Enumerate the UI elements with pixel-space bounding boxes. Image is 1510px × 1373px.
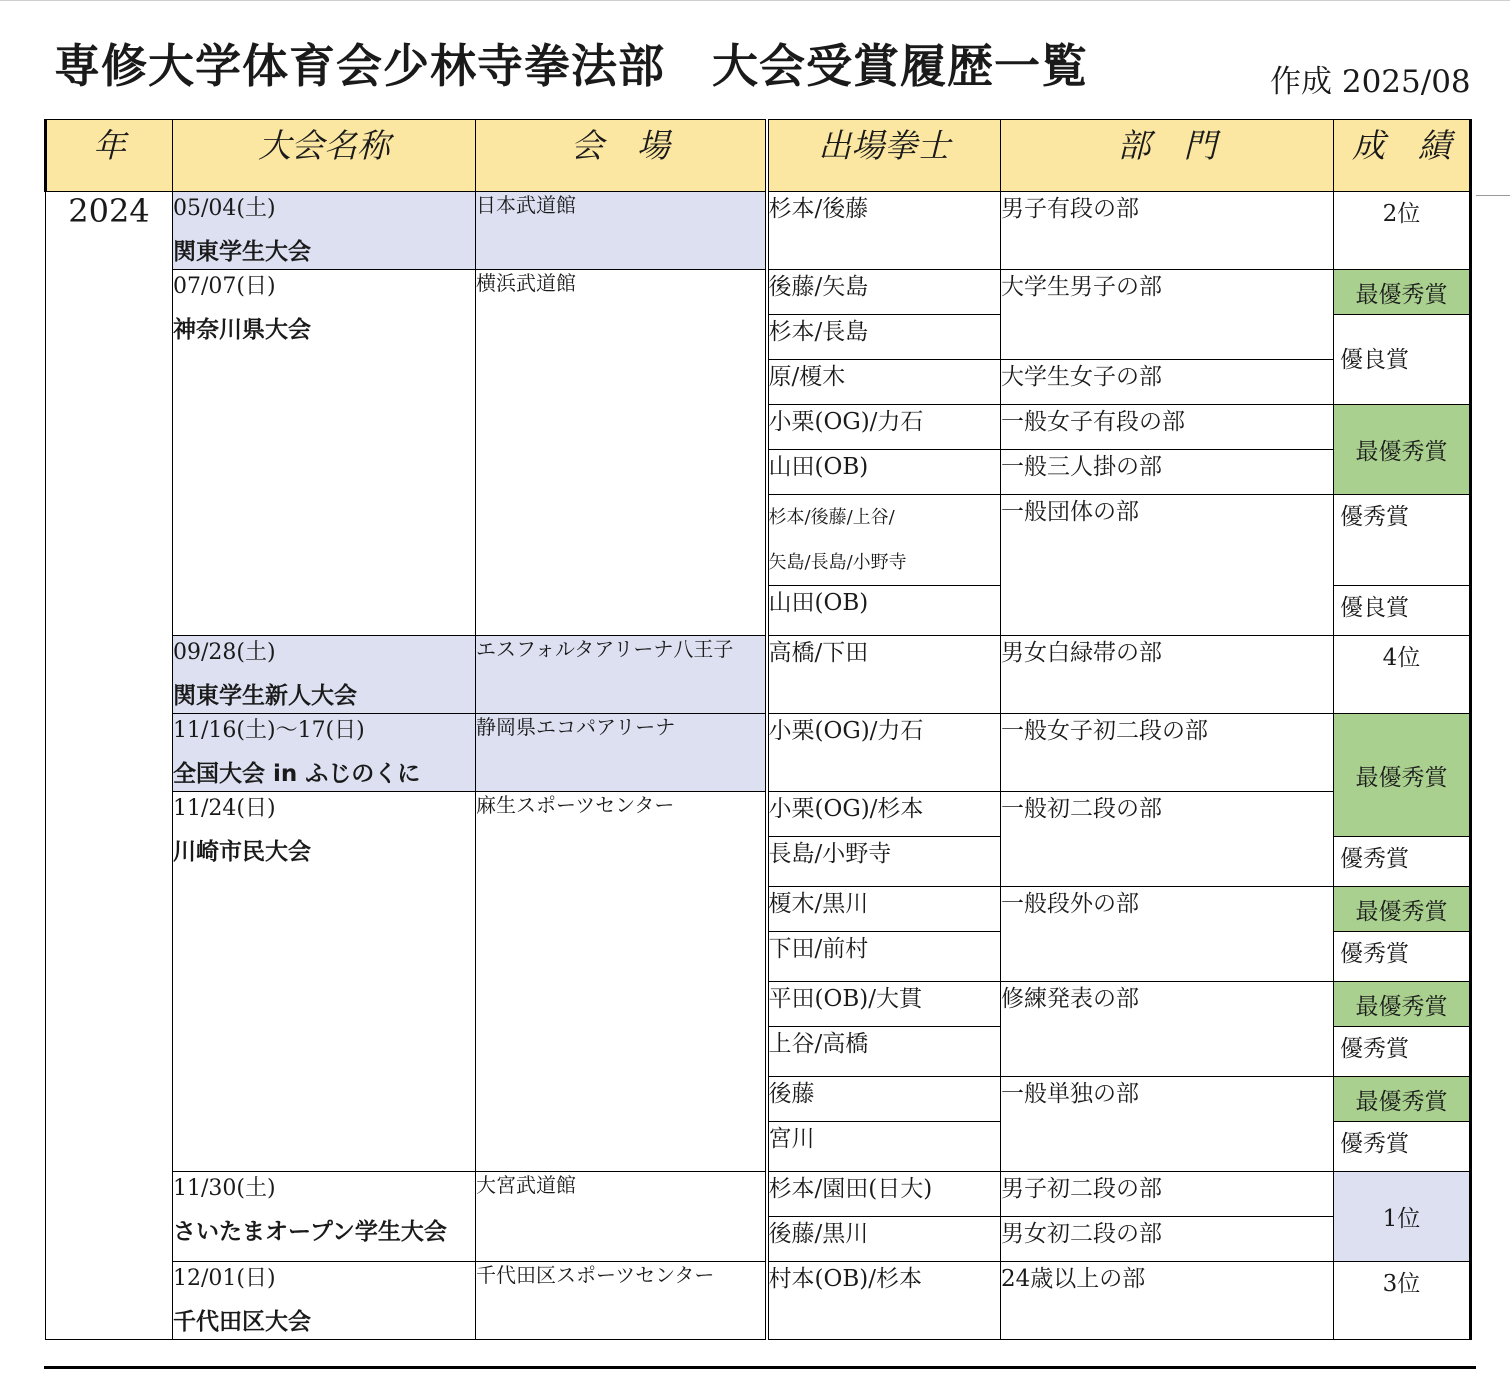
venue-cell: 日本武道館 [476,192,767,270]
player-cell: 榎木/黒川 [767,887,1001,932]
event-name: 川崎市民大会 [173,839,311,865]
player-cell: 宮川 [767,1122,1001,1172]
result-cell: 3位 [1334,1262,1471,1340]
event-cell [173,1262,476,1340]
division-cell: 一般初二段の部 [1001,792,1334,887]
header-result: 成 績 [1334,120,1471,192]
division-cell: 男子初二段の部 [1001,1172,1334,1217]
event-date: 07/07(日) [173,274,276,299]
event-cell [173,270,476,636]
event-name: 関東学生新人大会 [173,683,357,709]
player-cell: 原/榎木 [767,360,1001,405]
result-cell: 優秀賞 [1334,932,1471,982]
result-cell: 最優秀賞 [1334,982,1471,1027]
division-cell: 一般団体の部 [1001,495,1334,636]
result-cell: 優秀賞 [1334,1122,1471,1172]
result-cell: 最優秀賞 [1334,887,1471,932]
award-history-table [44,119,1472,1340]
player-cell: 山田(OB) [767,450,1001,495]
player-cell: 小栗(OG)/力石 [767,405,1001,450]
result-cell: 最優秀賞 [1334,1077,1471,1122]
event-name: 関東学生大会 [173,239,311,265]
result-cell: 最優秀賞 [1334,405,1471,495]
division-cell: 一般女子初二段の部 [1001,714,1334,792]
year-cell: 2024 [46,192,173,1340]
header-name: 大会名称 [173,120,476,192]
result-cell: 4位 [1334,636,1471,714]
player-cell: 長島/小野寺 [767,837,1001,887]
division-cell: 一般女子有段の部 [1001,405,1334,450]
result-cell: 最優秀賞 [1334,270,1471,315]
event-date: 05/04(土) [173,196,276,221]
result-cell: 2位 [1334,192,1471,270]
header-row [46,120,1471,192]
player-cell: 小栗(OG)/力石 [767,714,1001,792]
player-cell: 下田/前村 [767,932,1001,982]
venue-cell: エスフォルタアリーナ八王子 [476,636,767,714]
event-cell [173,636,476,714]
page-title: 専修大学体育会少林寺拳法部 大会受賞履歴一覧 [54,39,1088,93]
player-cell: 高橋/下田 [767,636,1001,714]
division-cell: 24歳以上の部 [1001,1262,1334,1340]
top-rule [0,0,1510,1]
event-cell [173,192,476,270]
player-cell: 平田(OB)/大貫 [767,982,1001,1027]
player-cell: 杉本/後藤 [767,192,1001,270]
player-cell: 上谷/高橋 [767,1027,1001,1077]
player-cell: 村本(OB)/杉本 [767,1262,1001,1340]
result-cell: 優良賞 [1334,586,1471,636]
division-cell: 男女初二段の部 [1001,1217,1334,1262]
division-cell: 男女白緑帯の部 [1001,636,1334,714]
division-cell: 一般段外の部 [1001,887,1334,982]
venue-cell: 横浜武道館 [476,270,767,636]
division-cell: 一般三人掛の部 [1001,450,1334,495]
event-cell [173,1172,476,1262]
venue-cell: 静岡県エコパアリーナ [476,714,767,792]
event-cell [173,792,476,1172]
event-date: 11/30(土) [173,1176,276,1201]
side-rule [1476,195,1510,196]
player-cell: 杉本/長島 [767,315,1001,360]
division-cell: 大学生女子の部 [1001,360,1334,405]
created-date: 作成 2025/08 [1270,64,1471,100]
player-cell: 後藤 [767,1077,1001,1122]
event-cell [173,714,476,792]
player-cell: 後藤/矢島 [767,270,1001,315]
event-name: 神奈川県大会 [173,317,311,343]
event-date: 09/28(土) [173,640,276,665]
event-name: 千代田区大会 [173,1309,311,1335]
result-cell: 優秀賞 [1334,1027,1471,1077]
result-cell: 優良賞 [1334,315,1471,405]
result-cell: 優秀賞 [1334,837,1471,887]
result-cell: 優秀賞 [1334,495,1471,586]
player-cell: 後藤/黒川 [767,1217,1001,1262]
player-cell: 小栗(OG)/杉本 [767,792,1001,837]
event-date: 11/24(日) [173,796,276,821]
event-date: 11/16(土)～17(日) [173,718,365,743]
event-name: さいたまオープン学生大会 [173,1219,447,1245]
header-players: 出場拳士 [767,120,1001,192]
division-cell: 男子有段の部 [1001,192,1334,270]
header-division: 部 門 [1001,120,1334,192]
header-venue: 会 場 [476,120,767,192]
event-name: 全国大会 in ふじのくに [173,761,421,787]
player-line: 矢島/長島/小野寺 [768,552,907,573]
table-row [46,792,1471,837]
result-cell: 1位 [1334,1172,1471,1262]
venue-cell: 麻生スポーツセンター [476,792,767,1172]
header-year: 年 [46,120,173,192]
division-cell: 修練発表の部 [1001,982,1334,1077]
table-row [46,1172,1471,1217]
division-cell: 一般単独の部 [1001,1077,1334,1172]
player-cell: 山田(OB) [767,586,1001,636]
table-row [46,270,1471,315]
event-date: 12/01(日) [173,1266,276,1291]
venue-cell: 千代田区スポーツセンター [476,1262,767,1340]
division-cell: 大学生男子の部 [1001,270,1334,360]
venue-cell: 大宮武道館 [476,1172,767,1262]
player-line: 杉本/後藤/上谷/ [768,507,895,528]
result-cell: 最優秀賞 [1334,714,1471,837]
player-cell [767,495,1001,586]
player-cell: 杉本/園田(日大) [767,1172,1001,1217]
